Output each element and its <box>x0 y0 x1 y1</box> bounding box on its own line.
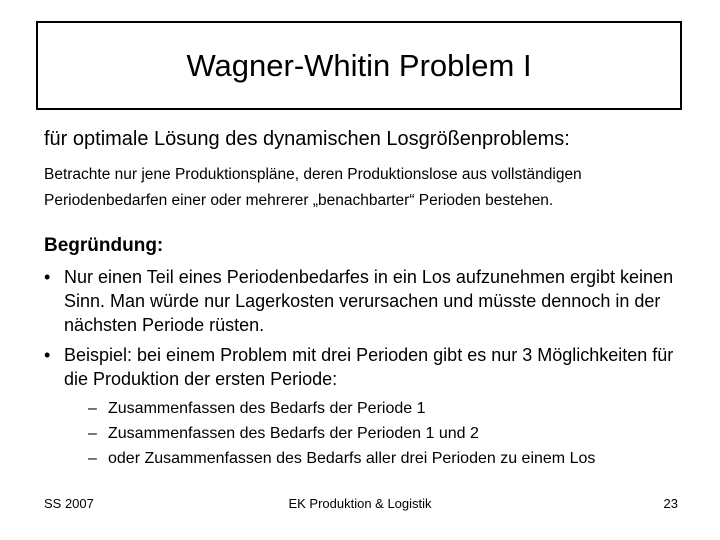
slide-heading: für optimale Lösung des dynamischen Losgrößenproblems: <box>44 128 570 150</box>
intro-text <box>44 162 694 214</box>
dash-mark: – <box>88 400 97 417</box>
sub-bullet-text: oder Zusammenfassen des Bedarfs aller drei Perioden zu einem Los <box>108 450 596 467</box>
sub-bullet-text: Zusammenfassen des Bedarfs der Perioden 1 und 2 <box>108 425 479 442</box>
sub-bullet-item <box>88 421 708 446</box>
footer-page-number: 23 <box>663 496 678 511</box>
dash-mark: – <box>88 425 97 442</box>
bullet-text: Nur einen Teil eines Periodenbedarfes in ein Los aufzunehmen ergibt keinen Sinn. Man würde nur Lagerkosten verursachen und müsste dennoch in der nächsten Periode rüsten. <box>64 267 674 335</box>
intro-line-1: Betrachte nur jene Produktionspläne, deren Produktionslose aus vollständigen <box>44 166 582 183</box>
sub-bullet-list <box>88 396 708 471</box>
bullet-list <box>44 265 684 397</box>
bullet-item <box>44 265 684 337</box>
subheading: Begründung: <box>44 235 164 256</box>
slide-title: Wagner-Whitin Problem I <box>186 47 532 83</box>
bullet-dot: • <box>44 267 51 287</box>
dash-mark: – <box>88 450 97 467</box>
footer-course: EK Produktion & Logistik <box>288 496 432 511</box>
sub-bullet-item <box>88 396 708 421</box>
bullet-dot: • <box>44 345 51 365</box>
slide-title-box <box>36 21 682 110</box>
sub-bullet-item <box>88 446 708 471</box>
bullet-text: Beispiel: bei einem Problem mit drei Perioden gibt es nur 3 Möglichkeiten für die Produktion der ersten Periode: <box>64 345 674 389</box>
bullet-item <box>44 343 684 391</box>
intro-line-2: Periodenbedarfen einer oder mehrerer „benachbarter“ Perioden bestehen. <box>44 192 554 209</box>
footer-semester: SS 2007 <box>44 496 94 511</box>
sub-bullet-text: Zusammenfassen des Bedarfs der Periode 1 <box>108 400 426 417</box>
